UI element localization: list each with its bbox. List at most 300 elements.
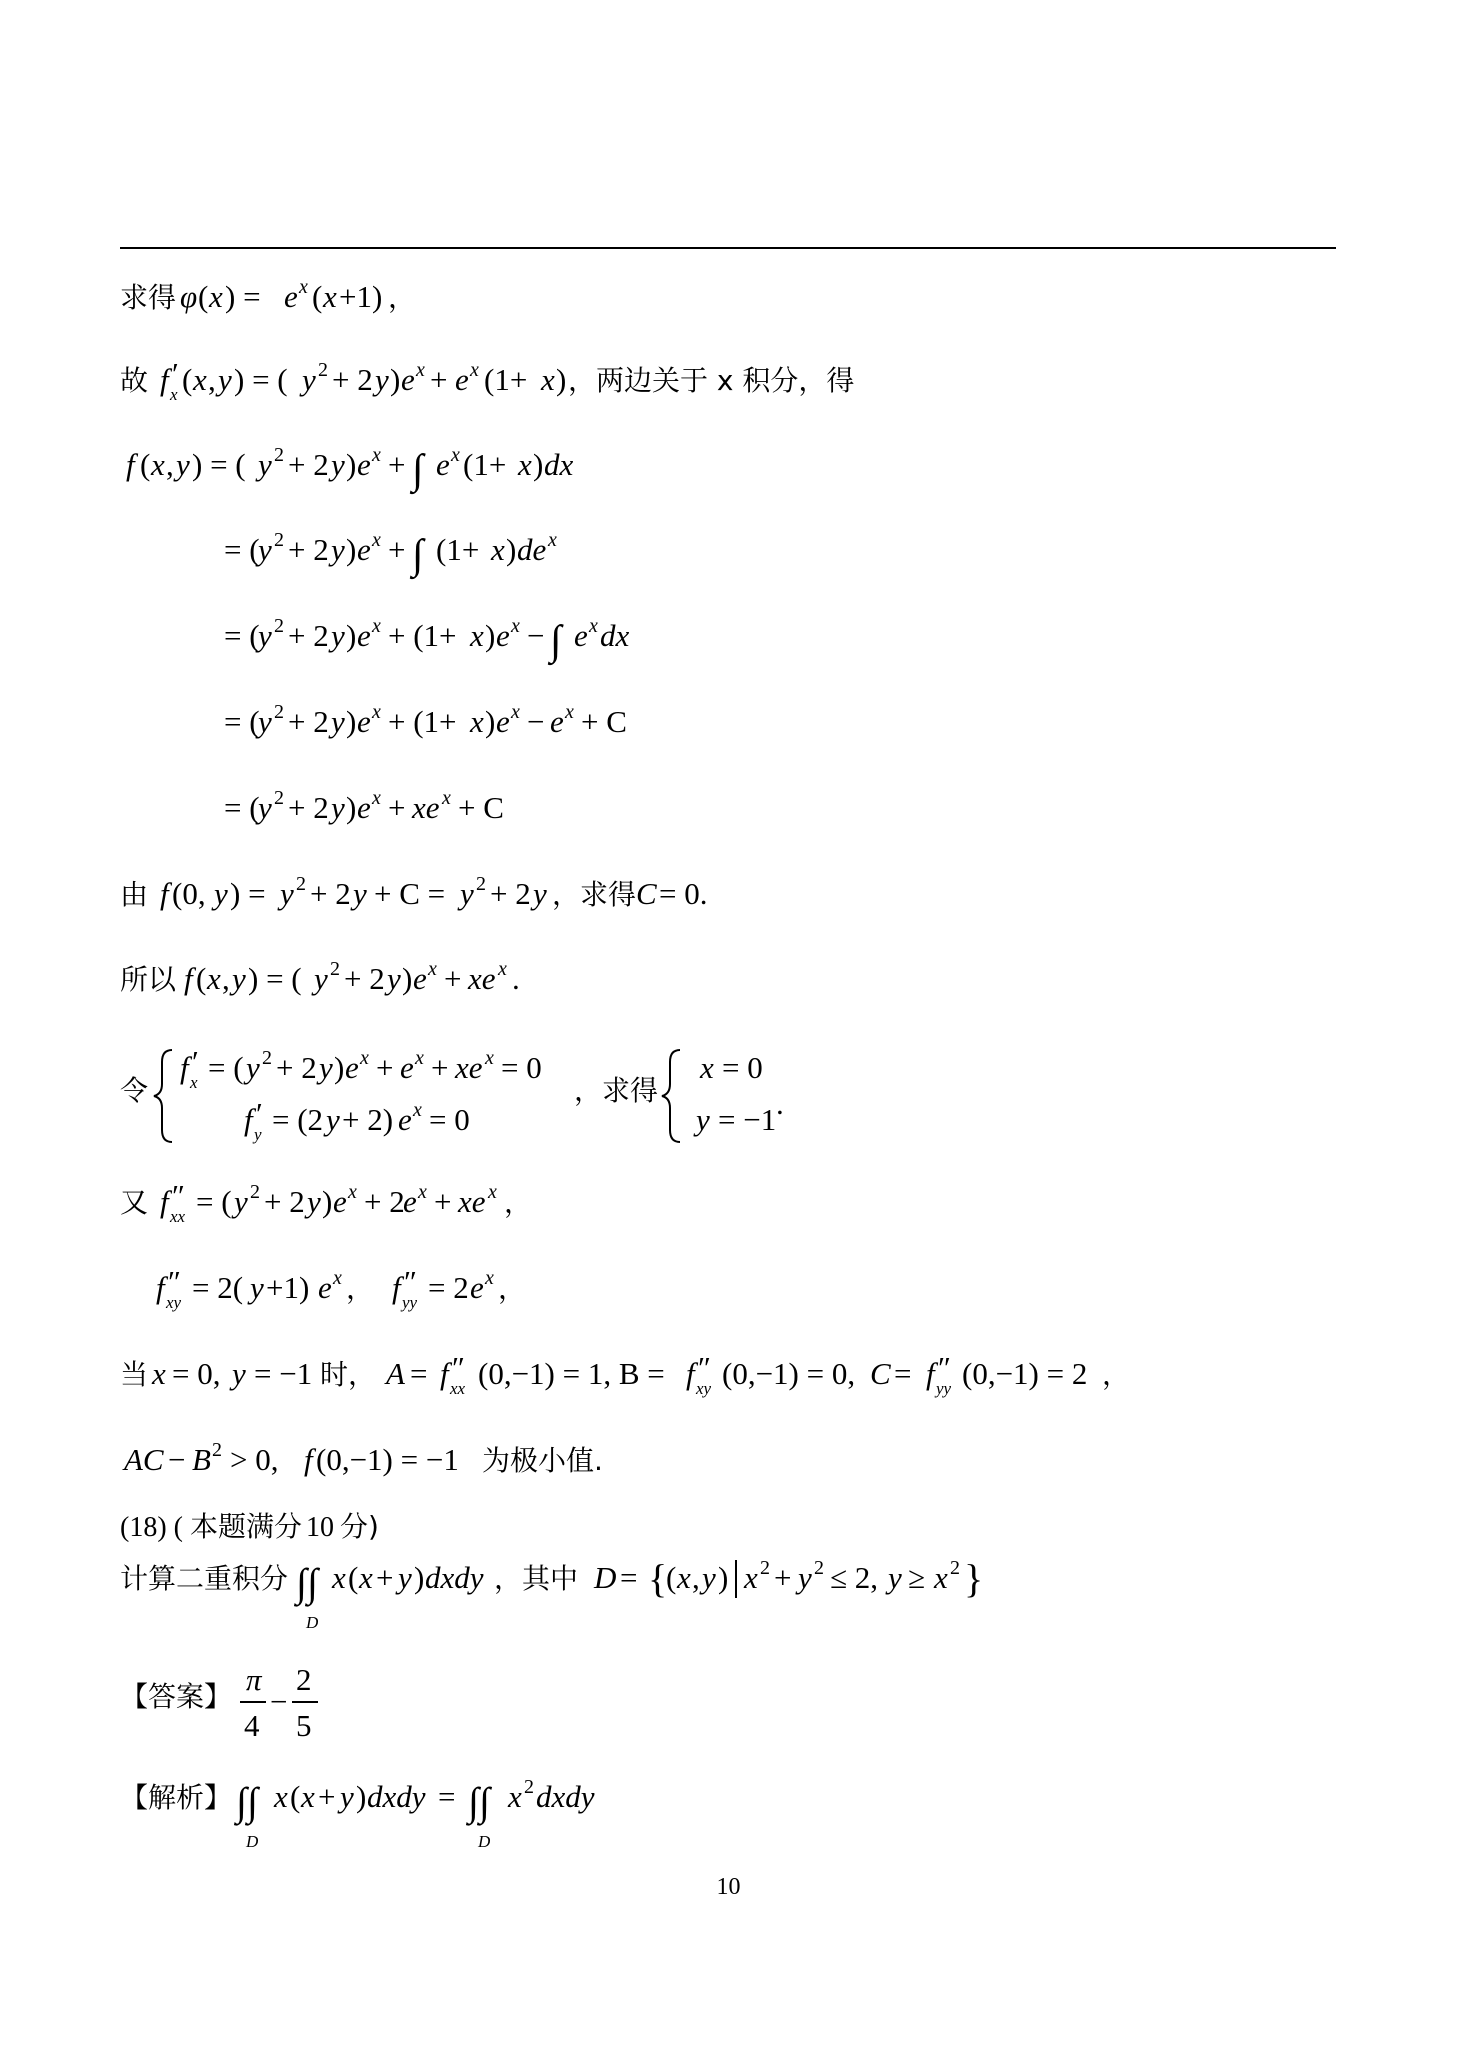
svg-text:，求得: ，求得 [552, 878, 637, 911]
svg-text:2: 2 [524, 1776, 534, 1798]
svg-text:e: e [455, 362, 469, 397]
line-13 [120, 1350, 1130, 1398]
svg-text:+: + [774, 1560, 792, 1595]
svg-text:求得: 求得 [120, 281, 177, 314]
svg-text:dxdy: dxdy [425, 1560, 484, 1595]
right-brace [662, 1050, 680, 1142]
svg-text:+ 2: + 2 [364, 1184, 405, 1219]
svg-text:+ 2: + 2 [276, 1050, 317, 1085]
svg-text:=: = [410, 1356, 428, 1391]
svg-text:2: 2 [760, 1557, 770, 1579]
svg-text:，: ， [388, 281, 417, 314]
svg-text:x: x [190, 1073, 198, 1092]
svg-text:，: ， [498, 1272, 527, 1305]
svg-text:2: 2 [476, 873, 486, 895]
svg-text:2: 2 [330, 958, 340, 980]
svg-text:x: x [332, 1560, 346, 1595]
svg-text:x: x [518, 447, 532, 482]
svg-text:y: y [460, 876, 474, 911]
line-12 [156, 1264, 526, 1312]
svg-text:e: e [470, 1270, 484, 1305]
svg-text:+: + [431, 1050, 449, 1085]
svg-text:+ 2: + 2 [288, 704, 329, 739]
svg-text:=: = [620, 1560, 638, 1595]
svg-text:x: x [372, 615, 381, 637]
line-17 [120, 1662, 318, 1743]
svg-text:y: y [353, 876, 367, 911]
svg-text:′: ′ [192, 1044, 199, 1079]
svg-text:(: ( [666, 1560, 677, 1595]
svg-text:x: x [470, 618, 484, 653]
line-5 [224, 615, 630, 666]
svg-text:f: f [926, 1356, 935, 1391]
svg-text:2: 2 [212, 1439, 222, 1461]
svg-text:2: 2 [274, 529, 284, 551]
svg-text:(0,−1) = 2: (0,−1) = 2 [962, 1356, 1088, 1391]
svg-text:y: y [331, 532, 345, 567]
svg-text:{: { [648, 1556, 668, 1601]
svg-text:+ C: + C [581, 704, 627, 739]
svg-text:y: y [234, 1184, 248, 1219]
svg-text:+: + [388, 532, 406, 567]
svg-text:f: f [392, 1270, 401, 1305]
svg-text:x: x [548, 529, 557, 551]
svg-text:y: y [798, 1560, 812, 1595]
svg-text:f: f [126, 447, 135, 482]
svg-text:y: y [218, 362, 232, 397]
svg-text:e: e [357, 532, 371, 567]
svg-text:″: ″ [698, 1350, 711, 1385]
svg-text:2: 2 [274, 701, 284, 723]
svg-text:e: e [496, 618, 510, 653]
svg-text:dxdy: dxdy [367, 1779, 426, 1814]
svg-text:x: x [323, 279, 337, 314]
line-18 [120, 1776, 595, 1851]
svg-text:+: + [318, 1779, 336, 1814]
svg-text:本题满分: 本题满分 [190, 1510, 303, 1543]
svg-text:″: ″ [938, 1350, 951, 1385]
svg-text:x: x [428, 958, 437, 980]
svg-text:，: ， [346, 1272, 375, 1305]
svg-text:) =: ) = [230, 876, 266, 911]
svg-text:e: e [345, 1050, 359, 1085]
svg-text:+: + [430, 362, 448, 397]
svg-text:∫: ∫ [412, 532, 424, 578]
line-14 [122, 1439, 603, 1477]
svg-text:xy: xy [696, 1379, 712, 1398]
svg-text:+: + [388, 790, 406, 825]
svg-text:x: x [442, 787, 451, 809]
svg-text:x: x [498, 958, 507, 980]
svg-text:令: 令 [120, 1074, 149, 1107]
svg-text:f: f [184, 961, 193, 996]
svg-text:): ) [485, 704, 496, 739]
svg-text:2: 2 [274, 444, 284, 466]
svg-text:xe: xe [458, 1184, 486, 1219]
svg-text:∫∫: ∫∫ [468, 1779, 490, 1824]
svg-text:+ C =: + C = [374, 876, 446, 911]
svg-text:): ) [346, 532, 357, 567]
svg-text:，: ， [1102, 1358, 1131, 1391]
svg-text:AC: AC [124, 1442, 164, 1477]
svg-text:x: x [508, 1779, 522, 1814]
svg-text:+: + [388, 447, 406, 482]
svg-text:D: D [306, 1613, 319, 1632]
svg-text:): ) [390, 362, 401, 397]
svg-text:): ) [322, 1184, 333, 1219]
svg-text:e: e [413, 961, 427, 996]
svg-text:≤ 2,: ≤ 2, [830, 1560, 879, 1595]
svg-text:+: + [434, 1184, 452, 1219]
svg-text:): ) [346, 447, 357, 482]
svg-text:″: ″ [452, 1350, 465, 1385]
svg-text:y: y [250, 1270, 264, 1305]
svg-text:4: 4 [244, 1708, 260, 1743]
svg-text:x: x [488, 1181, 497, 1203]
line-3 [126, 444, 574, 495]
svg-text:−: − [527, 618, 545, 653]
svg-text:x: x [360, 1047, 369, 1069]
svg-text:+ 2: + 2 [288, 447, 329, 482]
svg-text:dx: dx [544, 447, 574, 482]
svg-text:为极小值.: 为极小值. [482, 1444, 603, 1477]
svg-text:): ) [506, 532, 517, 567]
svg-text:x: x [413, 1099, 422, 1121]
svg-text:(18) (: (18) ( [120, 1512, 183, 1543]
svg-text:e: e [398, 1102, 412, 1137]
svg-text:= 0: = 0 [501, 1050, 542, 1085]
svg-text:y: y [533, 876, 547, 911]
line-15 [120, 1510, 379, 1543]
svg-text:+ 2: + 2 [288, 790, 329, 825]
svg-text:,: , [208, 362, 216, 397]
line-16 [120, 1556, 983, 1632]
svg-text:= 0.: = 0. [659, 876, 708, 911]
svg-text:xe: xe [455, 1050, 483, 1085]
svg-text:y: y [375, 362, 389, 397]
svg-text:2: 2 [814, 1557, 824, 1579]
svg-text:): ) [346, 704, 357, 739]
svg-text:= −1: = −1 [718, 1102, 777, 1137]
svg-text:，: ， [504, 1186, 533, 1219]
svg-text:e: e [357, 704, 371, 739]
svg-text:D: D [246, 1832, 259, 1851]
svg-text:y: y [888, 1560, 902, 1595]
svg-text:y: y [398, 1560, 412, 1595]
svg-text:xe: xe [468, 961, 496, 996]
svg-text:y: y [232, 1356, 246, 1391]
svg-text:2: 2 [274, 615, 284, 637]
svg-text:f: f [160, 362, 169, 397]
svg-text:yy: yy [402, 1293, 418, 1312]
svg-text:(0,: (0, [172, 876, 206, 911]
svg-text:(: ( [198, 279, 209, 314]
svg-text:) =: ) = [225, 279, 261, 314]
svg-text:由: 由 [120, 878, 149, 911]
svg-text:y: y [331, 447, 345, 482]
svg-text:x: x [589, 615, 598, 637]
svg-text:(: ( [196, 961, 207, 996]
svg-text:x: x [170, 385, 178, 404]
line-6 [224, 701, 627, 739]
svg-text:y: y [331, 790, 345, 825]
svg-text:x: x [359, 1560, 373, 1595]
svg-text:+ (1+: + (1+ [388, 618, 457, 653]
line-10 [120, 1044, 784, 1144]
svg-text:x: x [372, 701, 381, 723]
svg-text:y: y [319, 1050, 333, 1085]
svg-text:″: ″ [404, 1264, 417, 1299]
svg-text:π: π [246, 1662, 262, 1697]
svg-text:) = (: ) = ( [248, 961, 302, 996]
svg-text:y: y [246, 1050, 260, 1085]
svg-text:f: f [440, 1356, 449, 1391]
svg-text:y: y [331, 618, 345, 653]
svg-text:x: x [451, 444, 460, 466]
svg-text:y: y [214, 876, 228, 911]
svg-text:y: y [696, 1102, 710, 1137]
svg-text:x: x [415, 1047, 424, 1069]
svg-text:≥: ≥ [908, 1560, 926, 1595]
svg-text:= (: = ( [224, 618, 260, 653]
svg-text:,: , [222, 961, 230, 996]
svg-text:又: 又 [120, 1186, 149, 1219]
svg-text:f: f [156, 1270, 165, 1305]
line-4 [224, 529, 557, 580]
svg-text:): ) [718, 1560, 729, 1595]
svg-text:f: f [160, 1184, 169, 1219]
svg-text:= (2: = (2 [272, 1102, 324, 1137]
svg-text:2: 2 [950, 1557, 960, 1579]
svg-text:.: . [776, 1086, 784, 1121]
line-2 [120, 356, 854, 404]
svg-text:= (: = ( [208, 1050, 244, 1085]
svg-text:x: x [511, 701, 520, 723]
svg-text:x: x [485, 1047, 494, 1069]
svg-text:+: + [376, 1560, 394, 1595]
svg-text:A: A [386, 1356, 405, 1391]
svg-text:∫∫: ∫∫ [236, 1779, 258, 1824]
svg-text:(: ( [182, 362, 193, 397]
svg-text:D: D [594, 1560, 617, 1595]
svg-text:) = (: ) = ( [192, 447, 246, 482]
svg-text:x: x [372, 787, 381, 809]
svg-text:(1+: (1+ [484, 362, 528, 397]
svg-text:D: D [478, 1832, 491, 1851]
svg-text:+1): +1) [339, 279, 383, 314]
svg-text:分): 分) [340, 1510, 379, 1543]
svg-text:5: 5 [296, 1708, 312, 1743]
svg-text:，求得: ，求得 [574, 1074, 659, 1107]
svg-text:+: + [376, 1050, 394, 1085]
svg-text:}: } [964, 1556, 984, 1601]
svg-text:= (: = ( [224, 532, 260, 567]
svg-text:x: x [470, 704, 484, 739]
left-brace [154, 1050, 172, 1142]
svg-text:x: x [677, 1560, 691, 1595]
svg-text:″: ″ [168, 1264, 181, 1299]
svg-text:yy: yy [936, 1379, 952, 1398]
svg-text:x: x [416, 359, 425, 381]
svg-text:+ 2): + 2) [342, 1102, 394, 1137]
svg-text:y: y [176, 447, 190, 482]
svg-text:,: , [692, 1560, 700, 1595]
svg-text:x: x [372, 529, 381, 551]
svg-text:+ 2: + 2 [332, 362, 373, 397]
svg-text:φ: φ [180, 279, 198, 314]
svg-text:x: x [348, 1181, 357, 1203]
svg-text:2: 2 [296, 873, 306, 895]
svg-text:): ) [485, 618, 496, 653]
svg-text:e: e [357, 618, 371, 653]
svg-text:= (: = ( [196, 1184, 232, 1219]
svg-text:x: x [744, 1560, 758, 1595]
svg-text:时，: 时， [320, 1358, 377, 1391]
svg-text:=: = [894, 1356, 912, 1391]
svg-text:C: C [870, 1356, 891, 1391]
svg-text:y: y [258, 704, 272, 739]
svg-text:= 0,: = 0, [172, 1356, 221, 1391]
svg-text:y: y [702, 1560, 716, 1595]
svg-text:y: y [258, 618, 272, 653]
svg-text:y: y [232, 961, 246, 996]
svg-text:′: ′ [172, 356, 179, 391]
svg-text:+ 2: + 2 [344, 961, 385, 996]
svg-text:= (: = ( [224, 790, 260, 825]
svg-text:y: y [331, 704, 345, 739]
svg-text:−: − [168, 1442, 186, 1477]
svg-text:y: y [258, 790, 272, 825]
svg-text:(: ( [348, 1560, 359, 1595]
svg-text:所以: 所以 [120, 963, 177, 996]
svg-text:+ 2: + 2 [288, 618, 329, 653]
svg-text:10: 10 [306, 1512, 334, 1543]
svg-text:(0,−1) = 1, B =: (0,−1) = 1, B = [478, 1356, 665, 1391]
svg-text:x: x [193, 362, 207, 397]
svg-text:) = (: ) = ( [234, 362, 288, 397]
svg-text:): ) [346, 618, 357, 653]
svg-text:e: e [401, 362, 415, 397]
svg-text:x: x [274, 1779, 288, 1814]
svg-text:.: . [512, 961, 520, 996]
svg-text:x: x [470, 359, 479, 381]
svg-text:(: ( [140, 447, 151, 482]
svg-text:=: = [438, 1779, 456, 1814]
svg-text:e: e [550, 704, 564, 739]
svg-text:−: − [527, 704, 545, 739]
svg-text:e: e [436, 447, 450, 482]
svg-text:+ (1+: + (1+ [388, 704, 457, 739]
svg-text:dx: dx [600, 618, 630, 653]
svg-text:故: 故 [120, 364, 149, 397]
svg-text:= −1: = −1 [254, 1356, 313, 1391]
svg-text:y: y [387, 961, 401, 996]
line-9 [120, 958, 520, 996]
svg-text:> 0,: > 0, [230, 1442, 279, 1477]
svg-text:f: f [686, 1356, 695, 1391]
svg-text:x: x [372, 444, 381, 466]
svg-text:C: C [636, 876, 657, 911]
svg-text:f: f [304, 1442, 313, 1477]
svg-text:= 2(: = 2( [192, 1270, 244, 1305]
svg-text:(1+: (1+ [463, 447, 507, 482]
svg-text:f: f [180, 1050, 189, 1085]
svg-text:计算二重积分: 计算二重积分 [120, 1562, 289, 1595]
svg-text:): ) [414, 1560, 425, 1595]
svg-text:x: x [209, 279, 223, 314]
svg-text:xe: xe [412, 790, 440, 825]
svg-text:e: e [357, 790, 371, 825]
svg-text:xx: xx [170, 1207, 186, 1226]
svg-text:2: 2 [250, 1181, 260, 1203]
svg-text:x: x [491, 532, 505, 567]
svg-text:(1+: (1+ [436, 532, 480, 567]
svg-text:(: ( [290, 1779, 301, 1814]
svg-text:f: f [160, 876, 169, 911]
svg-text:x: x [934, 1560, 948, 1595]
svg-text:+ 2: + 2 [264, 1184, 305, 1219]
svg-text:x: x [152, 1356, 166, 1391]
svg-text:): ) [346, 790, 357, 825]
svg-text:): ) [533, 447, 544, 482]
svg-text:x: x [151, 447, 165, 482]
svg-text:y: y [280, 876, 294, 911]
svg-text:= (: = ( [224, 704, 260, 739]
svg-text:e: e [357, 447, 371, 482]
svg-text:，两边关于 x 积分，得: ，两边关于 x 积分，得 [568, 364, 855, 397]
svg-text:2: 2 [262, 1047, 272, 1069]
svg-text:∫: ∫ [550, 618, 562, 664]
svg-text:∫∫: ∫∫ [296, 1560, 318, 1605]
svg-text:e: e [496, 704, 510, 739]
svg-text:y: y [314, 961, 328, 996]
svg-text:e: e [403, 1184, 417, 1219]
svg-text:,: , [166, 447, 174, 482]
svg-text:(0,−1) = −1: (0,−1) = −1 [316, 1442, 459, 1477]
svg-text:): ) [556, 362, 567, 397]
svg-text:e: e [333, 1184, 347, 1219]
svg-text:xx: xx [450, 1379, 466, 1398]
svg-text:e: e [318, 1270, 332, 1305]
svg-text:y: y [258, 447, 272, 482]
svg-text:x: x [541, 362, 555, 397]
svg-text:): ) [356, 1779, 367, 1814]
svg-text:): ) [402, 961, 413, 996]
line-8 [120, 873, 707, 911]
svg-text:x: x [565, 701, 574, 723]
svg-text:x: x [700, 1050, 714, 1085]
svg-text:【解析】: 【解析】 [120, 1781, 233, 1814]
svg-text:xy: xy [166, 1293, 182, 1312]
svg-text:2: 2 [274, 787, 284, 809]
svg-text:−: − [270, 1684, 288, 1719]
svg-text:∫: ∫ [412, 447, 424, 493]
svg-text:x: x [511, 615, 520, 637]
svg-text:dxdy: dxdy [536, 1779, 595, 1814]
svg-text:x: x [299, 276, 308, 298]
svg-text:y: y [302, 362, 316, 397]
svg-text:+: + [444, 961, 462, 996]
svg-text:2: 2 [296, 1662, 312, 1697]
svg-text:e: e [284, 279, 298, 314]
svg-text:y: y [258, 532, 272, 567]
svg-text:2: 2 [318, 359, 328, 381]
svg-text:x: x [301, 1779, 315, 1814]
svg-text:x: x [333, 1267, 342, 1289]
svg-text:de: de [517, 532, 547, 567]
svg-text:+ 2: + 2 [490, 876, 531, 911]
svg-text:，其中: ，其中 [494, 1562, 579, 1595]
